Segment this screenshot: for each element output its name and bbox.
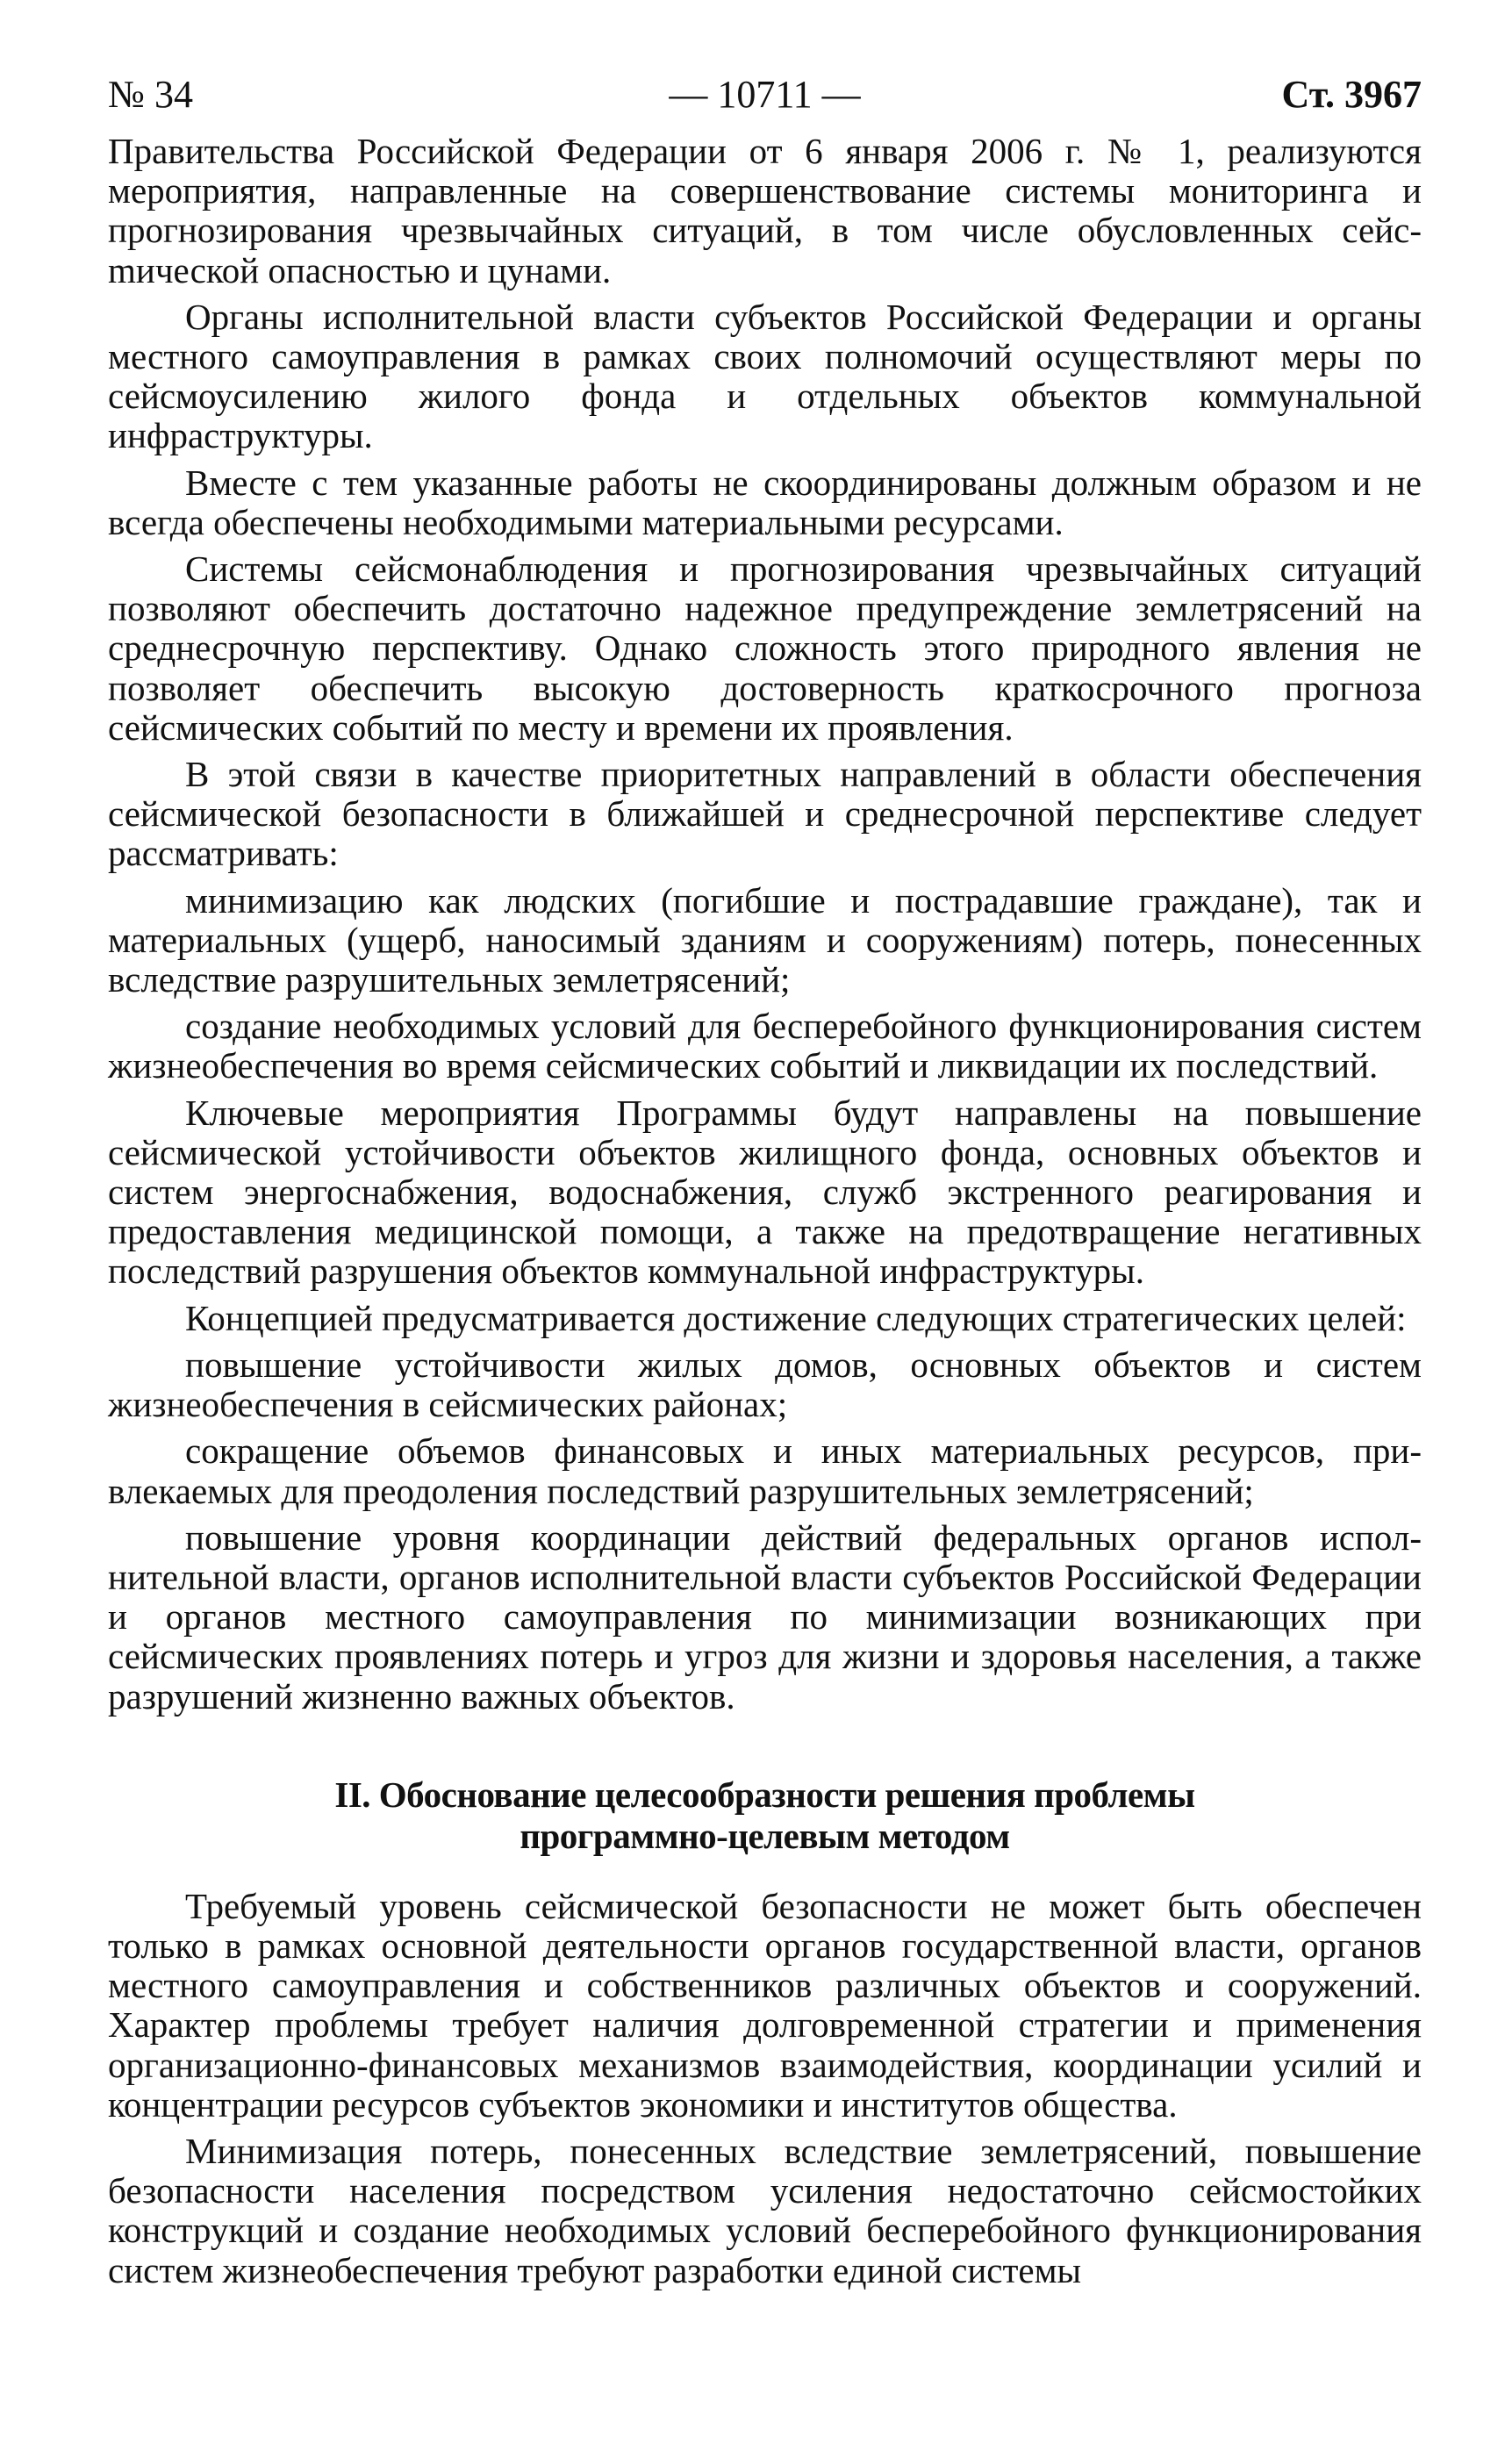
paragraph: Требуемый уровень сейсмической безопасности не может быть обеспечен только в рамках основной деятельности органов государственной власти, органов местного самоуправления и собственников различных объектов и сооружений. Характер проблемы требует наличия долговременной стратегии и применения организационно-финансовых механизмов взаимодействия, координации усилий и концентрации ресурсов субъектов экономики и институтов общества. — [108, 1885, 1422, 2125]
issue-number: № 34 — [108, 73, 193, 116]
document-page — [108, 68, 1422, 2297]
running-header — [108, 68, 1422, 121]
paragraph: Концепцией предусматривается достижение следующих стратегических целей: — [185, 1297, 1407, 1338]
page-number: — 10711 — — [669, 73, 861, 116]
list-item-paragraph: повышение уровня координации действий федеральных органов исполнительной власти, органов исполнительной власти субъектов Российской Федерации и органов местного самоуправления по минимизации возникающих при сейсмических проявлениях потерь и угроз для жизни и здоровья населения, а также разрушений жизненно важных объектов. — [108, 1516, 1422, 1717]
section-heading-line-1: II. Обоснование целесообразности решения проблемы — [334, 1774, 1195, 1815]
list-item-paragraph: минимизацию как людских (погибшие и пострадавшие граждане), так и материальных (ущерб, наносимый зданиям и сооружениям) потерь, понесенных вследствие разрушительных землетрясений; — [108, 879, 1422, 1000]
list-item-paragraph: сокращение объемов финансовых и иных материальных ресурсов, привлекаемых для преодоления последствий разрушительных землетрясений; — [108, 1430, 1422, 1511]
article-number: Ст. 3967 — [1281, 73, 1422, 116]
paragraph: Правительства Российской Федерации от 6 января 2006 г. № 1, реализуются мероприятия, направленные на совершенствование системы мониторинга и прогнозирования чрезвычайных ситуаций, в том числе обусловленных сейсmической опасностью и цунами. — [108, 131, 1422, 290]
list-item-paragraph: повышение устойчивости жилых домов, основных объектов и систем жизнеобеспечения в сейсмических районах; — [108, 1344, 1422, 1425]
section-heading-line-2: программно-целевым методом — [520, 1815, 1010, 1856]
document-body — [108, 132, 1422, 2290]
section-heading — [108, 1774, 1422, 1857]
paragraph: Минимизация потерь, понесенных вследствие землетрясений, повышение безопасности населения посредством усиления недостаточно сейсмостойких конструкций и создание необходимых условий бесперебойного функционирования систем жизнеобеспечения требуют разработки единой системы — [108, 2130, 1422, 2290]
paragraph: Ключевые мероприятия Программы будут направлены на повышение сейсмической устойчивости объектов жилищного фонда, основных объектов и систем энергоснабжения, водоснабжения, служб экстренного реагирования и предоставления медицинской помощи, а также на предотвращение негативных последствий разрушения объектов коммунальной инфраструктуры. — [108, 1092, 1422, 1292]
paragraph: Вместе с тем указанные работы не скоординированы должным образом и не всегда обеспечены необходимыми материальными ресурсами. — [108, 462, 1422, 542]
paragraph: Системы сейсмонаблюдения и прогнозирования чрезвычайных ситуаций позволяют обеспечить достаточно надежное предупреждение землетрясений на среднесрочную перспективу. Однако сложность этого природного явления не позволяет обеспечить высокую достоверность краткосрочного прогноза сейсмических событий по месту и времени их проявления. — [108, 548, 1422, 748]
paragraph: Органы исполнительной власти субъектов Российской Федерации и органы местного самоуправления в рамках своих полномочий осуществляют меры по сейсмоусилению жилого фонда и отдельных объектов коммунальной инфраструктуры. — [108, 296, 1422, 456]
paragraph: В этой связи в качестве приоритетных направлений в области обеспечения сейсмической безопасности в ближайшей и среднесрочной перспективе следует рассматривать: — [108, 754, 1422, 874]
list-item-paragraph: создание необходимых условий для бесперебойного функционирования систем жизнеобеспечения во время сейсмических событий и ликвидации их последствий. — [108, 1006, 1422, 1086]
